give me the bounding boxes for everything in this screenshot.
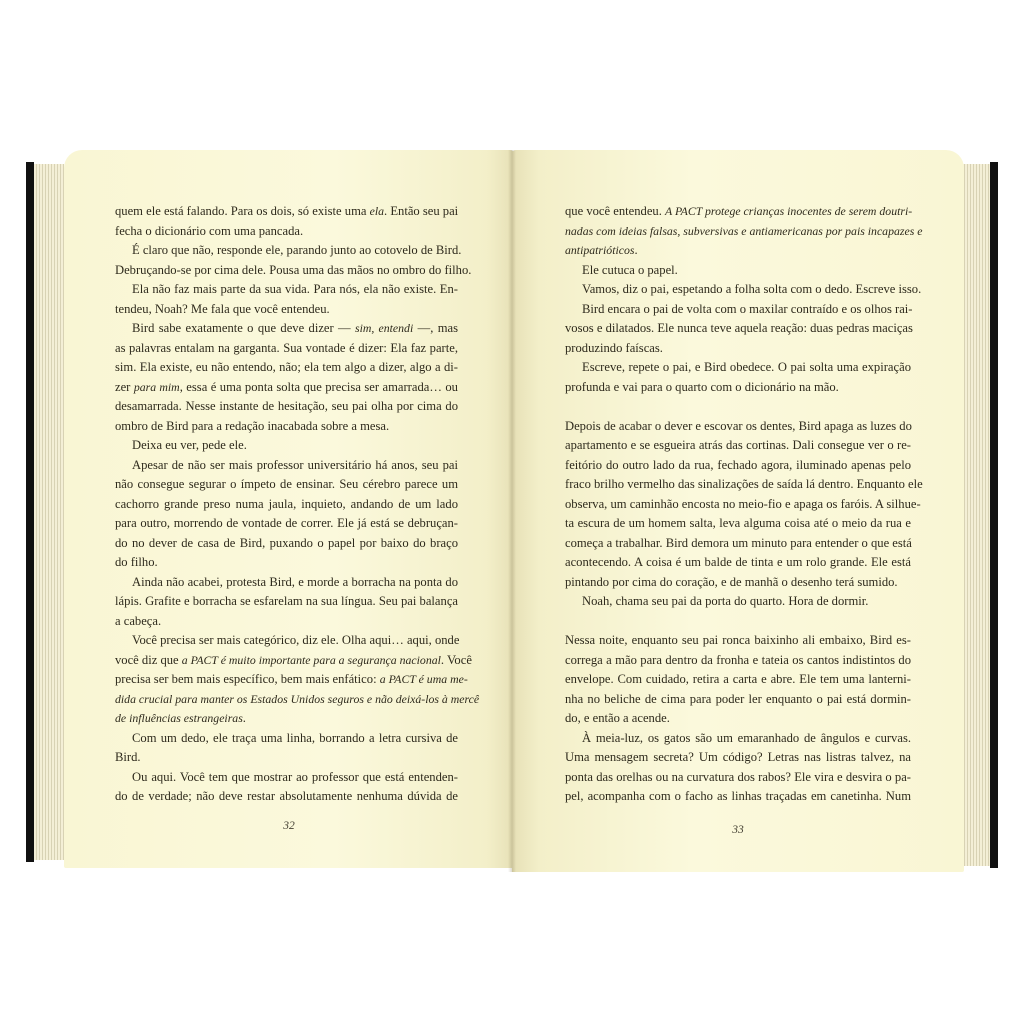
text-segment: É claro que não, responde ele, parando junto ao cotovelo de Bird. [132, 243, 462, 257]
right-page-number: 33 [732, 824, 744, 836]
text-line [115, 222, 458, 242]
text-segment: zer [115, 379, 134, 394]
left-page-text [115, 202, 480, 807]
text-segment: lápis. Grafite e borracha se esfarelam na sua língua. Seu pai balança [115, 594, 458, 608]
text-segment: não consegue segurar o ímpeto de ensinar. Seu cérebro parece um [115, 477, 458, 491]
text-line [115, 631, 458, 651]
text-line [115, 280, 458, 300]
text-line [565, 690, 911, 710]
text-line [115, 670, 468, 690]
text-line [565, 339, 911, 359]
text-line [115, 417, 458, 437]
text-line [565, 592, 911, 612]
text-segment: precisa ser bem mais específico, bem mais enfático: [115, 672, 380, 686]
left-page [64, 150, 514, 868]
section-break [565, 612, 911, 632]
text-line [115, 553, 458, 573]
text-line [565, 670, 911, 690]
text-line [115, 592, 458, 612]
text-segment: , essa é uma ponta solta que precisa ser amarrada… ou [179, 379, 458, 394]
section-break [565, 397, 911, 417]
italic-text: para mim [133, 379, 180, 394]
text-segment: Ainda não acabei, protesta Bird, e morde a borracha na ponta do [132, 574, 458, 589]
text-segment: apartamento e se esgueira atrás das cortinas. Dali consegue ver o re- [565, 438, 911, 452]
page-edges-right [962, 164, 990, 866]
text-segment: nha no beliche de cima para poder ler enquanto o pai está dormin- [565, 691, 911, 706]
text-line [115, 241, 462, 261]
text-line [115, 319, 458, 339]
text-line [565, 631, 911, 651]
text-segment: Bird encara o pai de volta com o maxilar contraído e os olhos rai- [582, 301, 913, 316]
text-line [565, 436, 911, 456]
text-segment: pel, acompanha com o facho as linhas traçadas em canetinha. Num [565, 789, 911, 803]
text-line [565, 378, 911, 398]
text-segment: profunda e vai para o quarto com o dicionário na mão. [565, 379, 839, 394]
text-line [115, 709, 458, 729]
text-line [565, 475, 923, 495]
text-line [565, 729, 911, 749]
text-segment: fraco brilho vermelho das sinalizações de saída lá dentro. Enquanto ele [565, 477, 923, 491]
text-line [115, 475, 458, 495]
text-line [565, 748, 911, 768]
text-segment: a cabeça. [115, 613, 162, 628]
text-line [565, 358, 911, 378]
text-line [565, 241, 911, 261]
text-segment: Você precisa ser mais categórico, diz ele. Olha aqui… aqui, onde [132, 633, 460, 647]
text-line [115, 300, 458, 320]
text-segment: do no dever de casa de Bird, puxando o papel por baixo do braço [115, 535, 458, 550]
text-line [565, 514, 911, 534]
text-line [115, 378, 458, 398]
text-segment: você diz que [115, 652, 182, 667]
text-line [115, 729, 458, 749]
text-segment: sim. Ela existe, eu não entendo, não; ela tem algo a dizer, algo a di- [115, 360, 458, 374]
text-line [115, 456, 458, 476]
text-segment: cachorro grande preso numa jaula, inquieto, andando de um lado [115, 496, 458, 511]
italic-text: ela [369, 204, 385, 218]
text-line [565, 534, 911, 554]
italic-text: dida crucial para manter os Estados Unidos seguros e não deixá-los à mercê [115, 691, 480, 706]
right-page [512, 150, 964, 872]
text-line [565, 222, 923, 242]
text-segment: . Então seu pai [384, 204, 459, 218]
text-line [565, 495, 921, 515]
text-line [115, 612, 458, 632]
text-segment: Ela não faz mais parte da sua vida. Para nós, ela não existe. En- [132, 282, 458, 296]
text-line [115, 397, 458, 417]
text-segment: Ou aqui. Você tem que mostrar ao professor que está entenden- [132, 769, 458, 784]
text-segment: acontecendo. A coisa é um balde de tinta e um rolo grande. Ele está [565, 555, 911, 569]
text-segment: . [242, 711, 246, 725]
text-segment: Uma mensagem secreta? Um código? Letras nas listras talvez, na [565, 750, 911, 764]
book-cover-left [26, 162, 34, 862]
text-line [115, 358, 458, 378]
text-segment: À meia-luz, os gatos são um emaranhado de ângulos e curvas. [582, 730, 911, 745]
text-line [565, 417, 911, 437]
text-segment: Escreve, repete o pai, e Bird obedece. O pai solta uma expiração [582, 360, 911, 374]
text-line [115, 436, 458, 456]
text-segment: desamarrada. Nesse instante de hesitação, seu pai olha por cima do [115, 399, 458, 413]
text-line [565, 787, 911, 807]
text-segment: Bird. [115, 750, 141, 764]
text-line [115, 261, 472, 281]
text-segment: —, mas [413, 321, 459, 335]
text-segment: Ele cutuca o papel. [582, 262, 678, 277]
text-line [115, 748, 458, 768]
text-segment: Deixa eu ver, pede ele. [132, 438, 247, 452]
text-segment: fecha o dicionário com uma pancada. [115, 223, 304, 238]
text-segment: Debruçando-se por cima dele. Pousa uma das mãos no ombro do filho. [115, 262, 472, 277]
italic-text: sim, entendi [355, 321, 414, 335]
left-page-number: 32 [283, 820, 295, 832]
italic-text: nadas com ideias falsas, subversivas e antiamericanas por pais incapazes e [565, 223, 923, 238]
text-segment: Nessa noite, enquanto seu pai ronca baixinho ali embaixo, Bird es- [565, 633, 911, 647]
text-line [565, 300, 911, 320]
text-segment: Depois de acabar o dever e escovar os dentes, Bird apaga as luzes do [565, 418, 912, 433]
italic-text: A PACT protege crianças inocentes de serem doutri- [665, 204, 913, 218]
text-segment: Apesar de não ser mais professor universitário há anos, seu pai [132, 457, 458, 472]
text-segment: as palavras entalam na garganta. Sua vontade é dizer: Ela faz parte, [115, 340, 458, 355]
text-line [565, 280, 922, 300]
text-segment: ombro de Bird para a redação inacabada sobre a mesa. [115, 418, 390, 433]
text-line [565, 202, 911, 222]
text-segment: que você entendeu. [565, 204, 666, 218]
text-line [115, 514, 458, 534]
italic-text: a PACT é muito importante para a segurança nacional [181, 652, 441, 667]
text-segment: vosos e dilatados. Ele nunca teve aquela reação: duas pedras maciças [565, 321, 913, 335]
text-line [565, 573, 911, 593]
text-line [115, 690, 480, 710]
text-segment: quem ele está falando. Para os dois, só existe uma [115, 204, 370, 218]
text-segment: do de verdade; não deve restar absolutamente nenhuma dúvida de [115, 789, 458, 803]
italic-text: antipatrióticos [565, 243, 635, 257]
text-segment: observa, um caminhão encosta no meio-fio e apaga os faróis. A silhue- [565, 496, 921, 511]
italic-text: de influências estrangeiras [115, 711, 243, 725]
text-segment: . [634, 243, 638, 257]
text-line [115, 787, 458, 807]
text-line [565, 319, 911, 339]
text-segment: Vamos, diz o pai, espetando a folha solta com o dedo. Escreve isso. [582, 282, 922, 296]
text-line [115, 202, 458, 222]
text-line [115, 495, 458, 515]
text-segment: . Você [440, 652, 472, 667]
text-line [115, 651, 472, 671]
text-line [565, 261, 911, 281]
book-cover-right [990, 162, 998, 868]
text-segment: envelope. Com cuidado, retira a carta e abre. Ele tem uma lanterni- [565, 672, 911, 686]
text-line [115, 339, 458, 359]
text-segment: do, e então a acende. [565, 711, 670, 725]
text-segment: começa a trabalhar. Bird demora um minuto para entender o que está [565, 535, 912, 550]
text-line [565, 709, 911, 729]
text-segment: tendeu, Noah? Me fala que você entendeu. [115, 301, 330, 316]
text-line [115, 534, 458, 554]
text-segment: do filho. [115, 555, 158, 569]
text-segment: para outro, morrendo de vontade de correr. Ele já está se debruçan- [115, 516, 458, 530]
italic-text: a PACT é uma me- [379, 672, 468, 686]
text-segment: Noah, chama seu pai da porta do quarto. Hora de dormir. [582, 594, 869, 608]
text-line [115, 573, 458, 593]
text-segment: ta escura de um homem salta, leva alguma coisa até o meio da rua e [565, 516, 911, 530]
text-segment: produzindo faíscas. [565, 340, 663, 355]
text-line [115, 768, 458, 788]
text-segment: ponta das orelhas ou na curvatura dos rabos? Ele vira e desvira o pa- [565, 769, 911, 784]
text-line [565, 651, 911, 671]
text-segment: pintando por cima do coração, e de manhã o desenho terá sumido. [565, 574, 898, 589]
text-segment: correga a mão para dentro da fronha e tateia os cantos indistintos do [565, 652, 911, 667]
text-line [565, 768, 911, 788]
page-edges-left [34, 164, 64, 860]
text-segment: Com um dedo, ele traça uma linha, borrando a letra cursiva de [132, 730, 458, 745]
text-line [565, 456, 911, 476]
text-line [565, 553, 911, 573]
text-segment: feitório do outro lado da rua, fechado agora, iluminado apenas pelo [565, 457, 911, 472]
right-page-text [565, 202, 923, 807]
text-segment: Bird sabe exatamente o que deve dizer — [132, 321, 356, 335]
book-gutter [508, 150, 516, 872]
